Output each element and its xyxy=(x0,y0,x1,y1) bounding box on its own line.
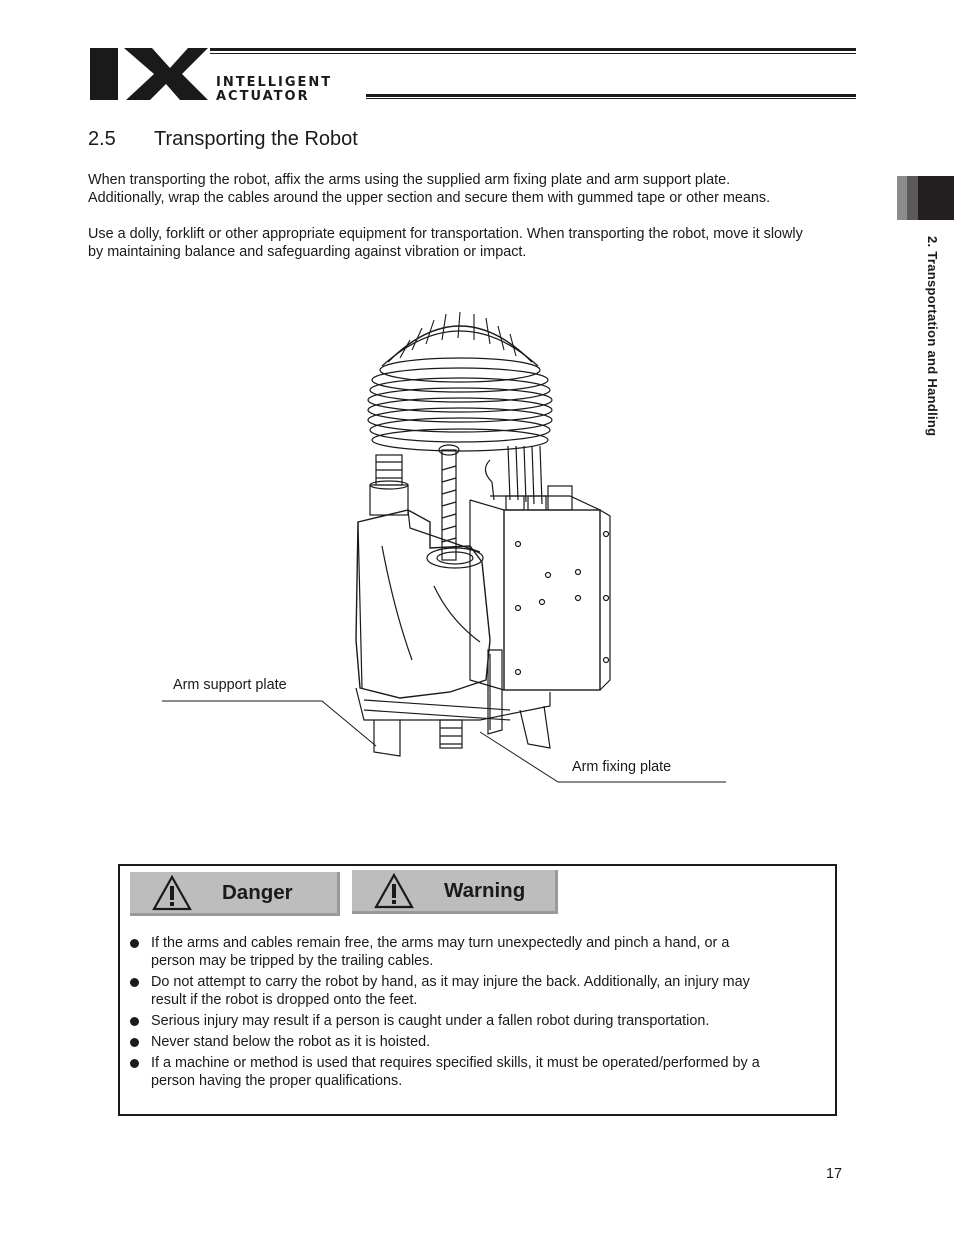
safety-bullet-list xyxy=(130,934,820,1093)
chapter-side-label: 2. Transportation and Handling xyxy=(925,236,940,437)
bullet-line: If the arms and cables remain free, the arms may turn unexpectedly and pinch a hand, or a xyxy=(151,935,730,951)
bullet-line: Do not attempt to carry the robot by hand, as it may injure the back. Additionally, an injury may xyxy=(151,974,750,990)
ix-logo xyxy=(88,44,858,104)
list-item xyxy=(130,1012,820,1030)
bullet-line: Serious injury may result if a person is caught under a fallen robot during transportation. xyxy=(151,1013,710,1029)
logo-line2: ACTUATOR xyxy=(216,89,310,104)
bullet-icon xyxy=(130,1059,139,1068)
callout-arm-fixing-plate: Arm fixing plate xyxy=(572,759,672,775)
side-tab-marker xyxy=(897,176,907,220)
warning-label xyxy=(352,870,558,914)
logo-line1: INTELLIGENT xyxy=(216,75,333,90)
bullet-icon xyxy=(130,1038,139,1047)
bullet-line: If a machine or method is used that requires specified skills, it must be operated/performed by a xyxy=(151,1055,760,1071)
robot-illustration xyxy=(150,300,750,800)
paragraph-2 xyxy=(88,225,873,261)
warning-triangle-icon xyxy=(374,873,414,909)
list-item xyxy=(130,934,820,970)
danger-label xyxy=(130,872,340,916)
callout-arm-support-plate: Arm support plate xyxy=(173,677,287,693)
bullet-icon xyxy=(130,1017,139,1026)
paragraph-1 xyxy=(88,171,873,207)
warning-triangle-icon xyxy=(152,875,192,911)
paragraph-line: Use a dolly, forklift or other appropriate equipment for transportation. When transporting the robot, move it slowly xyxy=(88,226,803,242)
list-item xyxy=(130,1033,820,1051)
section-number: 2.5 xyxy=(88,128,116,150)
bullet-line: Never stand below the robot as it is hoisted. xyxy=(151,1034,431,1050)
safety-box xyxy=(118,864,837,1116)
bullet-line: person having the proper qualifications. xyxy=(151,1073,403,1089)
list-item xyxy=(130,973,820,1009)
bullet-line: result if the robot is dropped onto the feet. xyxy=(151,992,418,1008)
danger-text: Danger xyxy=(222,880,293,904)
paragraph-line: When transporting the robot, affix the arms using the supplied arm fixing plate and arm support plate. xyxy=(88,172,731,188)
paragraph-line: by maintaining balance and safeguarding against vibration or impact. xyxy=(88,244,527,260)
bullet-line: person may be tripped by the trailing cables. xyxy=(151,953,434,969)
warning-text: Warning xyxy=(444,878,526,902)
side-tab-marker xyxy=(907,176,918,220)
bullet-icon xyxy=(130,939,139,948)
bullet-icon xyxy=(130,978,139,987)
section-heading: Transporting the Robot xyxy=(154,128,358,150)
side-tab-marker xyxy=(918,176,954,220)
page-number: 17 xyxy=(826,1166,843,1182)
section-title xyxy=(88,128,358,151)
paragraph-line: Additionally, wrap the cables around the upper section and secure them with gummed tape or other means. xyxy=(88,190,771,206)
list-item xyxy=(130,1054,820,1090)
